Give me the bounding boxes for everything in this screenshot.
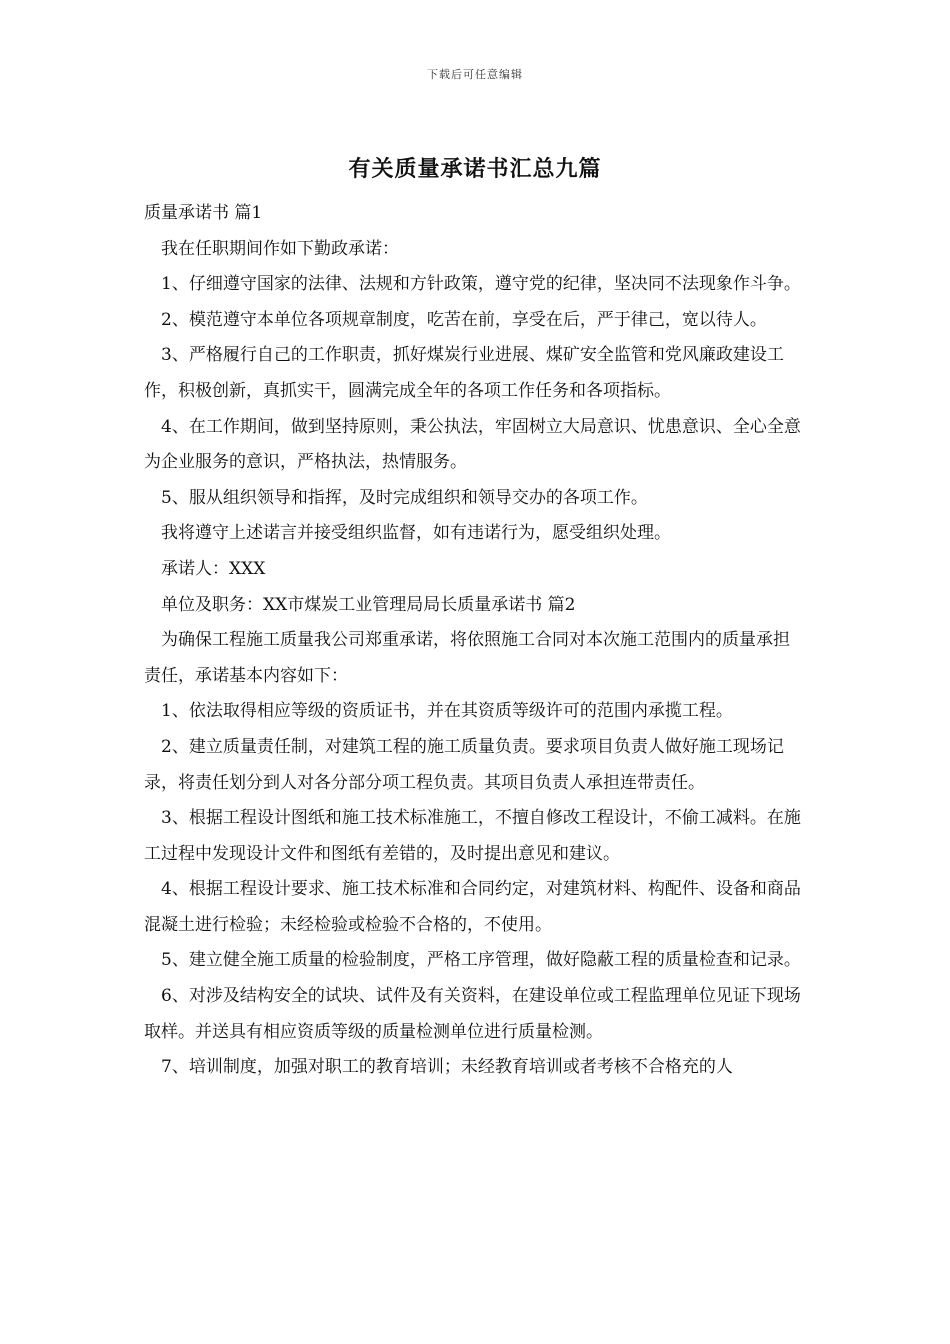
paragraph: 2、模范遵守本单位各项规章制度，吃苦在前，享受在后，严于律己，宽以待人。 [161, 309, 767, 330]
document-title: 有关质量承诺书汇总九篇 [348, 156, 602, 182]
paragraph: 我将遵守上述诺言并接受组织监督，如有违诺行为，愿受组织处理。 [161, 523, 671, 544]
paragraph: 质量承诺书 篇1 [144, 203, 263, 223]
paragraph: 3、根据工程设计图纸和施工技术标准施工，不擅自修改工程设计，不偷工减料。在施工过程中发现设计文件和图纸有差错的，及时提出意见和建议。 [144, 808, 801, 864]
page-header-note: 下载后可任意编辑 [427, 68, 523, 81]
paragraph: 1、依法取得相应等级的资质证书，并在其资质等级许可的范围内承揽工程。 [161, 701, 733, 722]
paragraph: 为确保工程施工质量我公司郑重承诺，将依照施工合同对本次施工范围内的质量承担责任，承诺基本内容如下： [144, 630, 790, 686]
paragraph: 承诺人：XXX [161, 558, 266, 579]
document-body [144, 196, 806, 1086]
paragraph: 4、根据工程设计要求、施工技术标准和合同约定，对建筑材料、构配件、设备和商品混凝土进行检验；未经检验或检验不合格的，不使用。 [144, 879, 801, 935]
paragraph: 4、在工作期间，做到坚持原则，秉公执法，牢固树立大局意识、忧患意识、全心全意为企业服务的意识，严格执法，热情服务。 [144, 416, 801, 473]
paragraph: 单位及职务：XX市煤炭工业管理局局长质量承诺书 篇2 [161, 594, 576, 615]
paragraph: 3、严格履行自己的工作职责，抓好煤炭行业进展、煤矿安全监管和党风廉政建设工作，积极创新，真抓实干，圆满完成全年的各项工作任务和各项指标。 [144, 345, 784, 401]
paragraph: 6、对涉及结构安全的试块、试件及有关资料，在建设单位或工程监理单位见证下现场取样。并送具有相应资质等级的质量检测单位进行质量检测。 [144, 986, 801, 1042]
paragraph: 7、培训制度，加强对职工的教育培训；未经教育培训或者考核不合格充的人 [161, 1057, 733, 1078]
paragraph: 1、仔细遵守国家的法律、法规和方针政策，遵守党的纪律，坚决同不法现象作斗争。 [161, 274, 801, 295]
paragraph: 我在任职期间作如下勤政承诺： [161, 238, 399, 259]
paragraph: 2、建立质量责任制，对建筑工程的施工质量负责。要求项目负责人做好施工现场记录，将责任划分到人对各分部分项工程负责。其项目负责人承担连带责任。 [144, 736, 784, 793]
paragraph: 5、建立健全施工质量的检验制度，严格工序管理，做好隐蔽工程的质量检查和记录。 [161, 950, 801, 971]
paragraph: 5、服从组织领导和指挥，及时完成组织和领导交办的各项工作。 [161, 487, 648, 508]
